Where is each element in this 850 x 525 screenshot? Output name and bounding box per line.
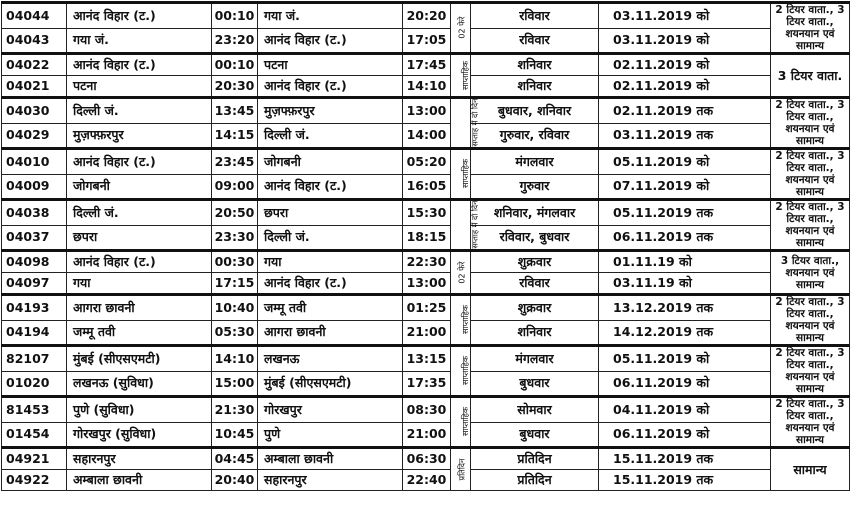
run-date: 15.11.2019 तक [599,448,771,470]
destination-station: अम्बाला छावनी [258,448,403,470]
arrival-time: 17:05 [403,28,451,54]
train-number: 04022 [2,54,67,76]
run-date: 01.11.19 को [599,251,771,273]
destination-station: छपरा [258,200,403,226]
destination-station: मुज़फ्फ़रपुर [258,98,403,124]
coach-class: 2 टियर वाता., 3 टियर वाता., शयनयान एवं सामान्य [771,397,850,448]
coach-class: 2 टियर वाता., 3 टियर वाता., शयनयान एवं सामान्य [771,149,850,200]
origin-station: दिल्ली जं. [67,200,212,226]
arrival-time: 14:00 [403,123,451,149]
train-number: 82107 [2,346,67,372]
arrival-time: 08:30 [403,397,451,423]
run-date: 03.11.19 को [599,273,771,295]
table-row [2,149,850,175]
departure-time: 21:30 [212,397,258,423]
run-day: सोमवार [471,397,599,423]
destination-station: गया [258,251,403,273]
arrival-time: 14:10 [403,76,451,98]
run-date: 06.11.2019 तक [599,225,771,251]
frequency-text: साप्ताहिक [461,158,471,189]
arrival-time: 22:30 [403,251,451,273]
destination-station: दिल्ली जं. [258,225,403,251]
departure-time: 05:30 [212,320,258,346]
run-day: बुधवार, शनिवार [471,98,599,124]
frequency-label [451,295,471,346]
run-date: 15.11.2019 तक [599,470,771,491]
frequency-text: साप्ताहिक [461,304,471,335]
frequency-text: प्रतिदिन [457,458,467,480]
origin-station: अम्बाला छावनी [67,470,212,491]
table-row [2,28,850,54]
frequency-label [451,346,471,397]
origin-station: आनंद विहार (ट.) [67,54,212,76]
table-row [2,422,850,448]
origin-station: आनंद विहार (ट.) [67,3,212,29]
run-date: 03.11.2019 को [599,28,771,54]
departure-time: 04:45 [212,448,258,470]
origin-station: गया जं. [67,28,212,54]
frequency-text: साप्ताहिक [461,355,471,386]
departure-time: 20:40 [212,470,258,491]
run-day: बुधवार [471,371,599,397]
run-day: रविवार [471,273,599,295]
destination-station: गया जं. [258,3,403,29]
destination-station: आनंद विहार (ट.) [258,28,403,54]
origin-station: पटना [67,76,212,98]
frequency-text: 02 फेरे [457,16,467,39]
departure-time: 14:10 [212,346,258,372]
departure-time: 15:00 [212,371,258,397]
departure-time: 00:30 [212,251,258,273]
train-number: 04010 [2,149,67,175]
train-number: 04922 [2,470,67,491]
train-number: 04009 [2,174,67,200]
arrival-time: 13:00 [403,273,451,295]
run-date: 05.11.2019 को [599,149,771,175]
arrival-time: 22:40 [403,470,451,491]
origin-station: गया [67,273,212,295]
departure-time: 13:45 [212,98,258,124]
arrival-time: 15:30 [403,200,451,226]
destination-station: आनंद विहार (ट.) [258,76,403,98]
departure-time: 20:30 [212,76,258,98]
frequency-label [451,397,471,448]
run-day: शनिवार [471,320,599,346]
departure-time: 10:40 [212,295,258,321]
table-row [2,470,850,491]
train-number: 04098 [2,251,67,273]
run-date: 02.11.2019 तक [599,98,771,124]
train-number: 04021 [2,76,67,98]
frequency-label [451,448,471,491]
train-number: 01454 [2,422,67,448]
table-row [2,174,850,200]
destination-station: पटना [258,54,403,76]
run-day: बुधवार [471,422,599,448]
table-row [2,54,850,76]
destination-station: लखनऊ [258,346,403,372]
origin-station: मुंबई (सीएसएमटी) [67,346,212,372]
origin-station: पुणे (सुविधा) [67,397,212,423]
coach-class: 3 टियर वाता., शयनयान एवं सामान्य [771,251,850,295]
run-day: रविवार [471,3,599,29]
arrival-time: 21:00 [403,320,451,346]
run-day: प्रतिदिन [471,470,599,491]
train-number: 04044 [2,3,67,29]
arrival-time: 13:15 [403,346,451,372]
arrival-time: 05:20 [403,149,451,175]
table-row [2,295,850,321]
run-day: गुरुवार [471,174,599,200]
run-date: 06.11.2019 को [599,422,771,448]
table-row [2,225,850,251]
train-number: 04037 [2,225,67,251]
origin-station: जम्मू तवी [67,320,212,346]
table-row [2,251,850,273]
frequency-label [451,3,471,54]
train-schedule-table [1,1,850,491]
destination-station: आगरा छावनी [258,320,403,346]
run-date: 02.11.2019 को [599,54,771,76]
arrival-time: 17:35 [403,371,451,397]
run-date: 14.12.2019 तक [599,320,771,346]
departure-time: 23:45 [212,149,258,175]
destination-station: मुंबई (सीएसएमटी) [258,371,403,397]
table-row [2,320,850,346]
origin-station: आनंद विहार (ट.) [67,149,212,175]
frequency-label [451,149,471,200]
departure-time: 14:15 [212,123,258,149]
origin-station: आगरा छावनी [67,295,212,321]
arrival-time: 06:30 [403,448,451,470]
arrival-time: 01:25 [403,295,451,321]
origin-station: छपरा [67,225,212,251]
frequency-label [451,98,480,149]
destination-station: दिल्ली जं. [258,123,403,149]
run-date: 05.11.2019 तक [599,200,771,226]
train-number: 04043 [2,28,67,54]
frequency-text: 02 फेरे [457,260,467,284]
run-date: 04.11.2019 को [599,397,771,423]
train-number: 04193 [2,295,67,321]
departure-time: 23:30 [212,225,258,251]
run-day: रविवार [471,28,599,54]
departure-time: 20:50 [212,200,258,226]
arrival-time: 17:45 [403,54,451,76]
table-row [2,448,850,470]
train-number: 04097 [2,273,67,295]
arrival-time: 20:20 [403,3,451,29]
run-date: 02.11.2019 को [599,76,771,98]
run-day: प्रतिदिन [471,448,599,470]
run-date: 05.11.2019 को [599,346,771,372]
train-number: 04194 [2,320,67,346]
frequency-text: साप्ताहिक [461,60,471,90]
train-number: 04038 [2,200,67,226]
origin-station: लखनऊ (सुविधा) [67,371,212,397]
run-date: 07.11.2019 को [599,174,771,200]
run-day: शनिवार [471,54,599,76]
table-row [2,397,850,423]
run-date: 03.11.2019 तक [599,123,771,149]
frequency-label [451,54,471,98]
coach-class: 2 टियर वाता., 3 टियर वाता., शयनयान एवं सामान्य [771,346,850,397]
origin-station: सहारनपुर [67,448,212,470]
table-row [2,3,850,29]
arrival-time: 21:00 [403,422,451,448]
departure-time: 17:15 [212,273,258,295]
departure-time: 10:45 [212,422,258,448]
table-row [2,123,850,149]
departure-time: 23:20 [212,28,258,54]
table-row [2,346,850,372]
train-number: 81453 [2,397,67,423]
train-number: 04029 [2,123,67,149]
train-number: 01020 [2,371,67,397]
frequency-text: सप्ताह में दो दिन [470,98,480,147]
destination-station: पुणे [258,422,403,448]
table-row [2,371,850,397]
run-day: शनिवार, मंगलवार [471,200,599,226]
destination-station: गोरखपुर [258,397,403,423]
run-day: मंगलवार [471,346,599,372]
destination-station: सहारनपुर [258,470,403,491]
train-number: 04030 [2,98,67,124]
table-row [2,76,850,98]
run-day: मंगलवार [471,149,599,175]
coach-class: सामान्य [771,448,850,491]
destination-station: जोगबनी [258,149,403,175]
departure-time: 09:00 [212,174,258,200]
frequency-label [451,200,480,251]
table-row [2,200,850,226]
arrival-time: 16:05 [403,174,451,200]
origin-station: मुज़फ्फ़रपुर [67,123,212,149]
train-number: 04921 [2,448,67,470]
origin-station: गोरखपुर (सुविधा) [67,422,212,448]
arrival-time: 18:15 [403,225,451,251]
run-date: 06.11.2019 को [599,371,771,397]
frequency-text: साप्ताहिक [461,406,471,437]
origin-station: दिल्ली जं. [67,98,212,124]
run-date: 13.12.2019 तक [599,295,771,321]
coach-class: 3 टियर वाता. [771,54,850,98]
run-day: शनिवार [471,76,599,98]
coach-class: 2 टियर वाता., 3 टियर वाता., शयनयान एवं सामान्य [771,98,850,149]
run-day: रविवार, बुधवार [471,225,599,251]
coach-class: 2 टियर वाता., 3 टियर वाता., शयनयान एवं सामान्य [771,200,850,251]
frequency-label [451,251,471,295]
coach-class: 2 टियर वाता., 3 टियर वाता., शयनयान एवं सामान्य [771,3,850,54]
departure-time: 00:10 [212,54,258,76]
run-day: शुक्रवार [471,251,599,273]
destination-station: आनंद विहार (ट.) [258,273,403,295]
departure-time: 00:10 [212,3,258,29]
run-day: शुक्रवार [471,295,599,321]
origin-station: जोगबनी [67,174,212,200]
run-date: 03.11.2019 को [599,3,771,29]
origin-station: आनंद विहार (ट.) [67,251,212,273]
table-row [2,98,850,124]
coach-class: 2 टियर वाता., 3 टियर वाता., शयनयान एवं सामान्य [771,295,850,346]
run-day: गुरुवार, रविवार [471,123,599,149]
frequency-text: सप्ताह में दो दिन [470,200,480,249]
destination-station: आनंद विहार (ट.) [258,174,403,200]
destination-station: जम्मू तवी [258,295,403,321]
schedule-body [2,3,850,491]
table-row [2,273,850,295]
arrival-time: 13:00 [403,98,451,124]
